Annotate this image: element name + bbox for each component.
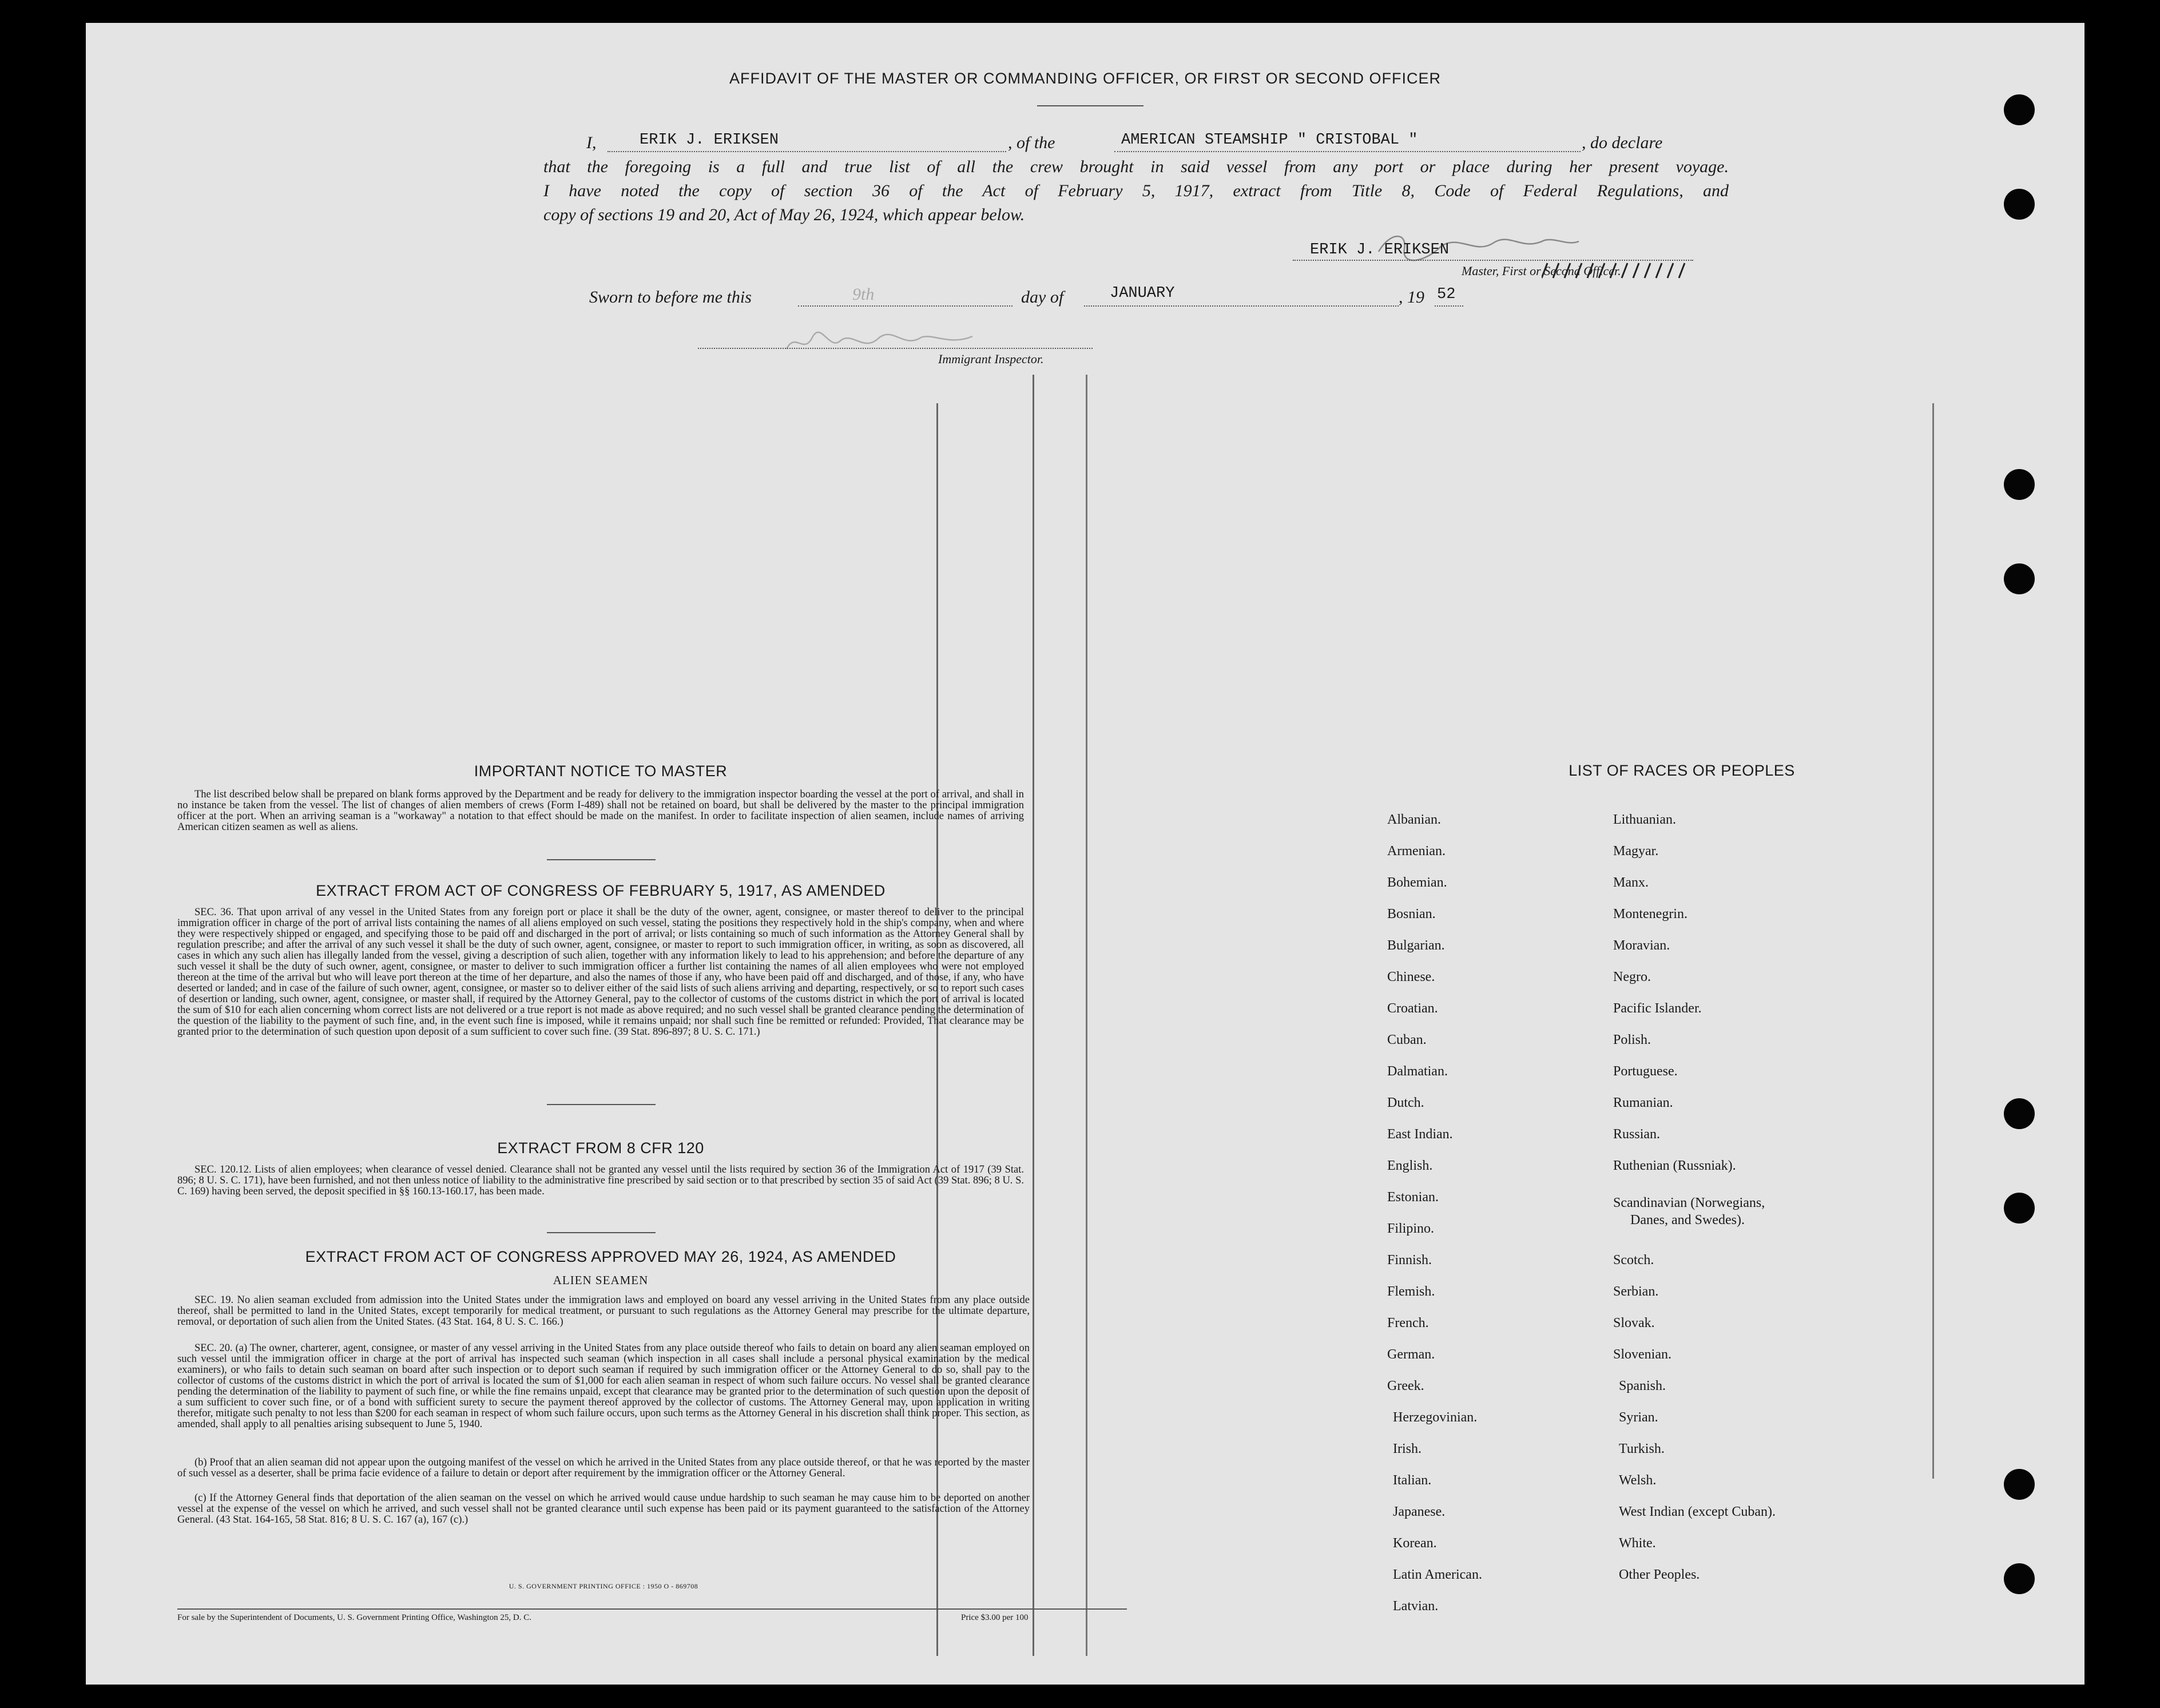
punch-hole — [2004, 189, 2035, 220]
race-item: Polish. — [1613, 1032, 1651, 1047]
race-item: Ruthenian (Russniak). — [1613, 1158, 1736, 1173]
race-item: Lithuanian. — [1613, 812, 1676, 827]
footer-sale-text: For sale by the Superintendent of Documents, U. S. Government Printing Office, Washington 25, D. C. — [177, 1613, 531, 1622]
race-item: Japanese. — [1393, 1504, 1446, 1519]
race-item: Russian. — [1613, 1127, 1661, 1142]
race-item: Italian. — [1393, 1473, 1432, 1488]
signature-typed-name: ERIK J. ERIKSEN — [1310, 241, 1450, 259]
race-item: Dalmatian. — [1387, 1064, 1448, 1079]
struck-out-marks — [1542, 261, 1692, 280]
race-item: Portuguese. — [1613, 1064, 1678, 1079]
race-item: Herzegovinian. — [1393, 1410, 1478, 1425]
race-item: Moravian. — [1613, 938, 1670, 953]
day-fill-line — [798, 305, 1012, 307]
rule-2 — [547, 1104, 656, 1105]
fold-line-2 — [1033, 375, 1034, 1656]
race-item: Magyar. — [1613, 844, 1659, 859]
race-item: Bosnian. — [1387, 907, 1436, 921]
race-item: Bohemian. — [1387, 875, 1447, 890]
race-item: West Indian (except Cuban). — [1619, 1504, 1776, 1519]
title-rule — [1037, 105, 1143, 106]
affidavit-line-4: copy of sections 19 and 20, Act of May 26, 1924, which appear below. — [543, 205, 1025, 224]
month-fill-line — [1084, 305, 1399, 307]
inspector-line — [698, 348, 1093, 349]
extract-1924-sec20b: (b) Proof that an alien seaman did not appear upon the outgoing manifest of the vessel on which he arrived in the United States from any place outside thereof, or that he was reported by the master of such vessel as a deserter, shall be prima facie evidence of a failure to detain or deport after requirement by the immigration officer or the Attorney General. — [177, 1457, 1030, 1479]
race-item: Irish. — [1393, 1441, 1422, 1456]
year-fill-line — [1435, 305, 1463, 307]
races-heading: LIST OF RACES OR PEOPLES — [1569, 762, 1795, 779]
form-page — [86, 23, 2084, 1685]
day-of-text: day of — [1021, 288, 1064, 307]
race-item: Albanian. — [1387, 812, 1441, 827]
race-item: Korean. — [1393, 1536, 1437, 1551]
notice-heading: IMPORTANT NOTICE TO MASTER — [474, 762, 728, 780]
punch-hole — [2004, 94, 2035, 125]
race-item: Manx. — [1613, 875, 1649, 890]
rule-1 — [547, 859, 656, 860]
race-item: Other Peoples. — [1619, 1567, 1700, 1582]
race-item: Greek. — [1387, 1379, 1424, 1393]
extract-1924-heading: EXTRACT FROM ACT OF CONGRESS APPROVED MAY 26, 1924, AS AMENDED — [305, 1248, 896, 1265]
fold-line-4 — [1932, 403, 1934, 1479]
punch-hole — [2004, 1098, 2035, 1129]
race-item: French. — [1387, 1316, 1429, 1330]
vessel-name[interactable]: AMERICAN STEAMSHIP " CRISTOBAL " — [1121, 132, 1418, 149]
race-item: Syrian. — [1619, 1410, 1658, 1425]
vessel-fill-line — [1114, 151, 1581, 152]
extract-cfr-body: SEC. 120.12. Lists of alien employees; when clearance of vessel denied. Clearance shall not be granted any vessel until the lists required by section 36 of the Immigration Act of 1917 (39 Stat. 896; 8 U. S. C. 171), have been furnished, and not then unless notice of liability to the administrative fine prescribed by said section or to that prescribed by section 35 of said Act (39 Stat. 896; 8 U. S. C. 169) having been served, the deposit specified in §§ 160.13-160.17, has been made. — [177, 1164, 1024, 1197]
master-name[interactable]: ERIK J. ERIKSEN — [640, 132, 779, 149]
race-item: Turkish. — [1619, 1441, 1665, 1456]
extract-1924-sec19: SEC. 19. No alien seaman excluded from admission into the United States under the immigration laws and employed on board any vessel arriving in the United States from any place outside thereof, shall be permitted to land in the United States, except temporarily for medical treatment, or pursuant to such regulations as the Attorney General may prescribe for the ultimate departure, removal, or deportation of such alien from the United States. (43 Stat. 164, 8 U. S. C. 166.) — [177, 1294, 1030, 1328]
race-item: Bulgarian. — [1387, 938, 1445, 953]
notice-body: The list described below shall be prepared on blank forms approved by the Department and be ready for delivery to the immigration inspector boarding the vessel at the port of arrival, and shall in no instance be taken from the vessel. The list of changes of alien members of crews (Form I-489) shall not be retained on board, but shall be delivered by the master to the principal immigration officer at the port. When an arriving seaman is a "workaway" a notation to that effect should be made on the manifest. In order to facilitate inspection of alien seamen, include names of arriving American citizen seamen as well as aliens. — [177, 789, 1024, 833]
race-item: Estonian. — [1387, 1190, 1439, 1205]
affidavit-pre-name: I, — [586, 133, 597, 152]
race-item: Chinese. — [1387, 970, 1435, 984]
gpo-imprint: U. S. GOVERNMENT PRINTING OFFICE : 1950 O - 869708 — [509, 1582, 698, 1590]
race-item: English. — [1387, 1158, 1433, 1173]
sworn-text: Sworn to before me this — [589, 288, 752, 307]
race-item: Cuban. — [1387, 1032, 1427, 1047]
punch-hole — [2004, 1469, 2035, 1500]
race-item: Slovenian. — [1613, 1347, 1671, 1362]
race-item: Dutch. — [1387, 1095, 1424, 1110]
rule-3 — [547, 1232, 656, 1233]
punch-hole — [2004, 563, 2035, 594]
extract-1917-heading: EXTRACT FROM ACT OF CONGRESS OF FEBRUARY 5, 1917, AS AMENDED — [316, 882, 886, 899]
affidavit-do-declare: , do declare — [1582, 133, 1663, 152]
race-item: Pacific Islander. — [1613, 1001, 1702, 1016]
race-item: Scotch. — [1613, 1253, 1654, 1268]
race-item: Scandinavian (Norwegians, — [1613, 1195, 1765, 1210]
extract-1924-sec20a: SEC. 20. (a) The owner, charterer, agent, consignee, or master of any vessel arriving in the United States from any place outside thereof who fails to detain on board any alien seaman employed on such vessel until the immigration officer in charge at the port of arrival has inspected such seaman (which inspection in all cases shall include a personal physical examination by the medical examiners), or who fails to detain such seaman on board after such inspection or to deport such seaman if required by such immigration officer or the Attorney General to do so, shall pay to the collector of customs of the customs district in which the port of arrival is located the sum of $1,000 for each alien seaman in respect of whom such failure occurs. No vessel shall be granted clearance pending the determination of the liability to payment of such fine, or while the fine remains unpaid, except that clearance may be granted prior to the determination of such question upon the deposit of a sum sufficient to cover such fine, or of a bond with sufficient surety to secure the payment thereof approved by the collector of customs. The Attorney General may, upon application in writing therefor, mitigate such penalty to not less than $200 for each seaman in respect of whom such failure occurs, upon such terms as the Attorney General in his discretion shall think proper. This section, as amended, shall apply to all penalties arising subsequent to June 5, 1940. — [177, 1342, 1030, 1430]
punch-hole — [2004, 1563, 2035, 1594]
race-item: Croatian. — [1387, 1001, 1438, 1016]
name-fill-line — [608, 151, 1006, 152]
race-item: Finnish. — [1387, 1253, 1432, 1268]
affidavit-of-the: , of the — [1008, 133, 1055, 152]
fold-line-3 — [1086, 375, 1087, 1656]
race-item: East Indian. — [1387, 1127, 1453, 1142]
race-item: Spanish. — [1619, 1379, 1666, 1393]
year-prefix: , 19 — [1399, 288, 1424, 307]
race-item: Danes, and Swedes). — [1630, 1213, 1745, 1228]
punch-hole — [2004, 469, 2035, 500]
race-item: Welsh. — [1619, 1473, 1657, 1488]
race-item: Rumanian. — [1613, 1095, 1673, 1110]
race-item: Armenian. — [1387, 844, 1446, 859]
punch-hole — [2004, 1193, 2035, 1224]
race-item: Latin American. — [1393, 1567, 1482, 1582]
footer-price: Price $3.00 per 100 — [961, 1613, 1029, 1622]
signature-title: Master, First or Second Officer. — [1462, 264, 1621, 278]
affidavit-title: AFFIDAVIT OF THE MASTER OR COMMANDING OFFICER, OR FIRST OR SECOND OFFICER — [729, 70, 1442, 87]
race-item: Negro. — [1613, 970, 1651, 984]
extract-1924-sec20c: (c) If the Attorney General finds that deportation of the alien seaman on the vessel on which he arrived would cause undue hardship to such seaman he may cause him to be deported on another vessel at the expense of the vessel on which he arrived, and such vessel shall not be granted clearance until such expense has been paid or its payment guaranteed to the satisfaction of the Attorney General. (43 Stat. 164-165, 58 Stat. 816; 8 U. S. C. 167 (a), 167 (c).) — [177, 1492, 1030, 1526]
extract-cfr-heading: EXTRACT FROM 8 CFR 120 — [497, 1139, 704, 1157]
race-item: Serbian. — [1613, 1284, 1659, 1299]
race-item: Filipino. — [1387, 1221, 1435, 1236]
inspector-title: Immigrant Inspector. — [938, 352, 1044, 366]
race-item: Latvian. — [1393, 1599, 1439, 1614]
year-value[interactable]: 52 — [1437, 286, 1456, 303]
race-item: White. — [1619, 1536, 1656, 1551]
race-item: Montenegrin. — [1613, 907, 1688, 921]
race-item: Slovak. — [1613, 1316, 1655, 1330]
affidavit-line-2: that the foregoing is a full and true list of all the crew brought in said vessel from any port or place during her present voyage. — [543, 157, 1729, 176]
affidavit-line-3: I have noted the copy of section 36 of the Act of February 5, 1917, extract from Title 8, Code of Federal Regulations, and — [543, 181, 1729, 200]
month-value[interactable]: JANUARY — [1110, 285, 1175, 302]
footer-rule — [177, 1608, 1127, 1610]
race-item: German. — [1387, 1347, 1435, 1362]
day-value[interactable]: 9th — [852, 285, 875, 304]
extract-1924-subheading: ALIEN SEAMEN — [553, 1273, 649, 1287]
race-item: Flemish. — [1387, 1284, 1435, 1299]
extract-1917-body: SEC. 36. That upon arrival of any vessel in the United States from any foreign port or place it shall be the duty of the owner, agent, consignee, or master thereof to deliver to the principal immigration officer in charge of the port of arrival lists containing the names of all aliens employed on such vessel, stating the positions they respectively hold in the ship's company, when and where they were respectively shipped or engaged, and specifying those to be paid off and discharged in the port of arrival; or lists containing so much of such information as the Attorney General shall by regulation prescribe; and after the arrival of any such vessel it shall be the duty of such owner, agent, consignee, or master to report to such immigration officer, in writing, as soon as discovered, all cases in which any such alien has illegally landed from the vessel, giving a description of such alien, together with any information likely to lead to his apprehension; and before the departure of any such vessel it shall be the duty of such owner, agent, consignee, or master to deliver to such immigration officer a further list containing the names of all alien employees who were not employed thereon at the time of the arrival but who will leave port thereon at the time of her departure, and also the names of those if any, who have been paid off and discharged, and of those, if any, who have deserted or landed; and in case of the failure of such owner, agent, consignee, or master so to deliver either of the said lists of such aliens arriving and departing, respectively, or so to report such cases of desertion or landing, such owner, agent, consignee, or master shall, if required by the Attorney General, pay to the collector of customs of the customs district in which the port of arrival is located the sum of $10 for each alien concerning whom correct lists are not delivered or a true report is not made as above required; and no such vessel shall be granted clearance pending the determination of the question of the liability to the payment of such fine, and, in the event such fine is imposed, while it remains unpaid; nor shall such fine be remitted or refunded: Provided, That clearance may be granted prior to the determination of such question upon deposit of a sum sufficient to cover such fine. (39 Stat. 896-897; 8 U. S. C. 171.) — [177, 907, 1024, 1038]
